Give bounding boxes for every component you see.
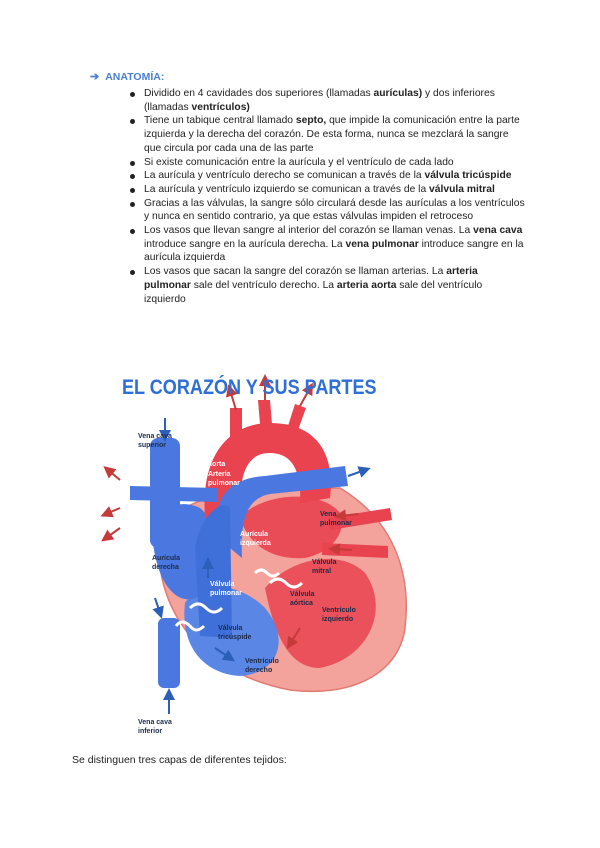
text-run: Los vasos que sacan la sangre del corazón se llaman arterias. La (144, 266, 447, 278)
label-ventriculo-derecho-1: Ventrículo (245, 658, 279, 665)
label-valvula-aortica-2: aórtica (290, 600, 313, 607)
bold-text: septo, (295, 115, 327, 127)
text-run: La aurícula y ventrículo derecho se comunican a través de la (144, 170, 425, 182)
text-run: La aurícula y ventrículo izquierdo se comunican a través de la (144, 183, 430, 195)
label-vena-pulmonar-1: Vena (320, 511, 337, 518)
bullet-item (90, 224, 530, 265)
text-run: Los vasos que llevan sangre al interior del corazón se llaman venas. La (144, 225, 474, 237)
aorta-top-branch-1 (230, 408, 242, 438)
aorta-top-branch-2 (258, 400, 272, 424)
arrow-red-7 (108, 470, 120, 480)
closing-text: Se distinguen tres capas de diferentes tejidos: (72, 754, 287, 766)
anatomy-section (90, 70, 530, 306)
arrow-right-icon: ➔ (90, 71, 100, 83)
label-valvula-mitral-2: mitral (312, 568, 332, 575)
label-vena-cava-superior-1: Vena cava (138, 433, 172, 440)
bold-text: arteria aorta (336, 279, 397, 291)
text-run: y dos inferiores (llamadas (144, 88, 495, 113)
label-ventriculo-izquierdo-1: Ventrículo (322, 607, 356, 614)
label-valvula-pulmonar-2: pulmonar (210, 590, 242, 597)
bullet-item (90, 169, 530, 183)
vena-cava-inferior-shape (158, 618, 180, 688)
section-title: ANATOMÍA: (105, 70, 165, 83)
label-aorta: Aorta (207, 461, 226, 468)
pulmonary-artery-left (130, 486, 218, 502)
text-run: introduce sangre en la aurícula derecha. La (144, 238, 346, 250)
bold-text: vena cava (473, 225, 523, 237)
text-run: Dividido en 4 cavidades dos superiores (llamadas (144, 88, 374, 99)
label-auricula-derecha-1: Aurícula (152, 555, 181, 562)
arrow-red-8 (106, 508, 120, 514)
bullet-list (90, 87, 530, 306)
heart-diagram (90, 368, 470, 740)
text-run: Tiene un tabique central llamado (144, 115, 296, 127)
label-ventriculo-derecho-2: derecho (245, 667, 273, 674)
label-arteria-pulmonar-2: pulmonar (208, 480, 240, 487)
label-auricula-derecha-2: derecha (152, 564, 179, 571)
arrow-red-5 (334, 549, 352, 550)
bullet-item (90, 183, 530, 197)
label-valvula-tricuspide-1: Válvula (218, 625, 243, 632)
arrow-red-9 (106, 528, 120, 538)
label-vena-cava-inferior-1: Vena cava (138, 719, 172, 726)
bold-text: ventrículos) (191, 101, 250, 113)
text-run: que impide la comunicación entre la parte izquierda y la derecha del corazón. De esta forma, nunca se mezclará la sangre que circula por cada una de las parte (144, 115, 520, 154)
label-vena-cava-superior-2: superior (138, 442, 167, 449)
label-valvula-pulmonar-1: Válvula (210, 581, 235, 588)
text-run: introduce sangre en la aurícula izquierda (144, 238, 524, 264)
label-vena-cava-inferior-2: inferior (138, 728, 163, 735)
bullet-item (90, 87, 530, 114)
text-run: sale del ventrículo izquierdo (144, 279, 483, 305)
aorta-top-branch-3 (288, 404, 306, 430)
bold-text: vena pulmonar (345, 238, 419, 250)
bold-text: arteria pulmonar (144, 266, 478, 291)
arrow-blue-6 (155, 598, 160, 613)
section-heading (90, 70, 530, 83)
heart-figure (90, 368, 470, 740)
bold-text: válvula tricúspide (424, 170, 512, 182)
label-auricula-izquierda-2: izquierda (240, 540, 271, 547)
label-auricula-izquierda-1: Aurícula (240, 531, 269, 538)
label-valvula-mitral-1: Válvula (312, 559, 337, 566)
figure-title: EL CORAZÓN Y SUS PARTES (122, 376, 377, 399)
label-ventriculo-izquierdo-2: izquierdo (322, 616, 354, 623)
label-arteria-pulmonar-1: Arteria (208, 471, 231, 478)
label-vena-pulmonar-2: pulmonar (320, 520, 352, 527)
text-run: Si existe comunicación entre la aurícula y el ventrículo de cada lado (144, 156, 454, 168)
label-valvula-aortica-1: Válvula (290, 591, 315, 598)
label-valvula-tricuspide-2: tricúspide (218, 634, 252, 641)
bold-text: válvula mitral (429, 183, 495, 195)
bullet-item (90, 197, 530, 224)
bullet-item (90, 156, 530, 170)
text-run: Gracias a las válvulas, la sangre sólo circulará desde las aurículas a los ventrículos y nunca en sentido contrario, ya que estas válvulas impiden el retroceso (144, 197, 525, 223)
text-run: sale del ventrículo derecho. La (190, 279, 337, 291)
bold-text: aurículas) (373, 88, 423, 99)
arrow-blue-3 (348, 470, 365, 476)
bullet-item (90, 114, 530, 155)
bullet-item (90, 265, 530, 306)
